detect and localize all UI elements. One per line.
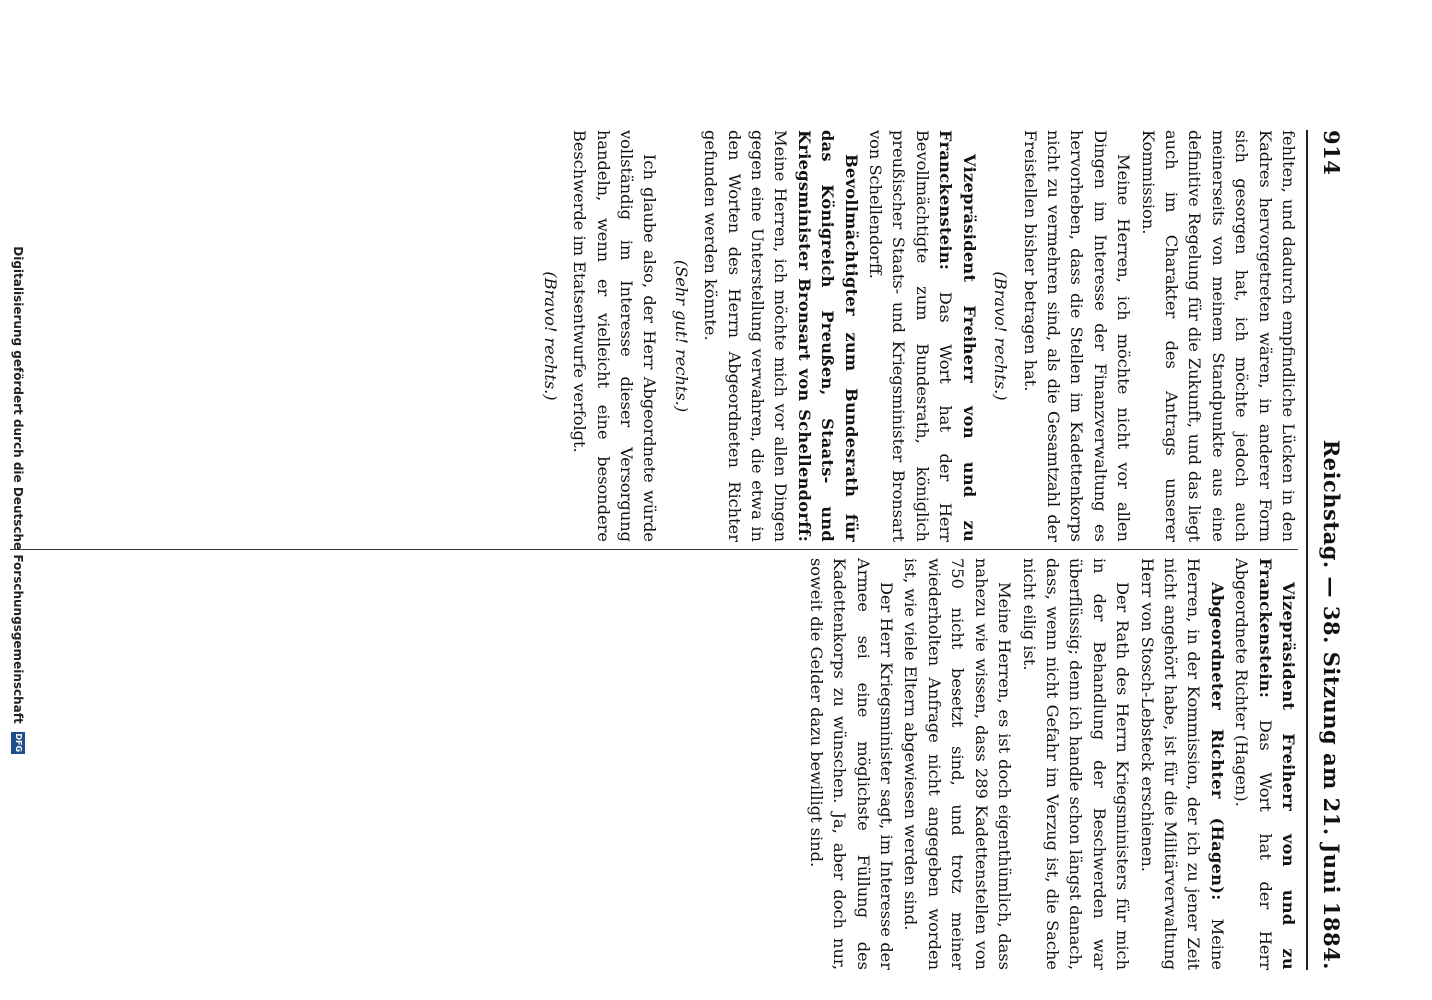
stage-direction: (Sehr gut! rechts.) [671, 259, 691, 413]
paragraph [699, 130, 863, 542]
footer-credit [4, 0, 32, 1000]
paragraph [899, 558, 1016, 970]
speaker-name: Vizepräsident Freiherr von und zu Franckenstein: [1255, 558, 1298, 970]
paragraph [568, 130, 662, 542]
footer-credit-text: Digitalisierung gefördert durch die Deutsche Forschungsgemeinschaft [11, 246, 25, 724]
paragraph-text: Meine Herren, ich möchte nicht vor allen Dingen im Interesse der Finanzverwaltung es hervorheben, dass die Stellen im Kadettenkorps nicht zu vermehren sind, als die Gesamtzahl der Freistellen bisher betragen hat. [1020, 130, 1134, 542]
paragraph [1136, 130, 1300, 542]
header-rule [1306, 130, 1308, 970]
paragraph [1135, 558, 1229, 970]
paragraph [1018, 130, 1135, 542]
paragraph-text: Der Rath des Herrn Kriegsministers für mich in der Behandlung der Beschwerden war überflüssig; denn ich handle schon längst danach, dass, wenn nicht Gefahr im Verzug ist, die Sache nicht eilig ist. [1019, 558, 1133, 970]
speaker-name: Vizepräsident Freiherr von und zu Franckenstein: [936, 130, 979, 542]
paragraph-text: Das Wort hat der Herr Abgeordnete Richter (Hagen). [1232, 558, 1275, 970]
paragraph [1230, 558, 1300, 970]
paragraph-text: Meine Herren, in der Kommission, der ich zu jener Zeit nicht angehört habe, ist für die Militärverwaltung Herr von Stosch-Lebsteck erschienen. [1137, 558, 1227, 970]
session-title: Reichstag. — 38. Sitzung am 21. Juni 1884. [1319, 439, 1344, 970]
text-column-right [10, 558, 1300, 970]
page-number: 914 [1319, 130, 1344, 176]
column-divider [10, 549, 1298, 550]
text-column-left [10, 130, 1300, 542]
paragraph-text: Der Herr Kriegsminister sagt, im Interesse der Armee sei eine möglichste Füllung des Kadettenkorps zu wünschen. Ja, aber doch nur, soweit die Gelder dazu bewilligt sind. [806, 558, 897, 970]
stage-direction: (Bravo! rechts.) [991, 271, 1011, 401]
paragraph [804, 558, 898, 970]
paragraph-text: Das Wort hat der Herr Bevollmächtigte zum Bundesrath, königlich preußischer Staats- und Kriegsminister Bronsart von Schellendorff. [866, 130, 956, 542]
paragraph-text: Meine Herren, ich möchte mich vor allen Dingen gegen eine Unterstellung verwahren, die etwa in den Worten des Herrn Abgeordneten Richter gefunden werden könnte. [701, 130, 791, 542]
paragraph [864, 130, 981, 542]
dfg-logo: DFG [11, 732, 25, 754]
speaker-name: Bevollmächtigter zum Bundesrath für das Königreich Preußen, Staats- und Kriegsminister Bronsart von Schellendorff: [794, 130, 861, 542]
paragraph [1017, 558, 1134, 970]
stage-direction: (Bravo! rechts.) [540, 271, 560, 401]
paragraph-text: Meine Herren, es ist doch eigenthümlich, dass nahezu wie wissen, dass 289 Kadettenstellen von 750 nicht besetzt sind, und trotz meiner wiederholten Anfrage nicht angegeben worden ist, wie viele Eltern abgewiesen werden sind. [901, 558, 1015, 970]
paragraph-text: fehlten, und dadurch empfindliche Lücken in den Kadres hervorgetreten wären, in anderer Form sich gesorgen hat, ich möchte jedoch auch meinerseits von meinem Standpunkte aus eine definitive Regelung für die Zukunft, und das liegt auch im Charakter des Antrags unserer Kommission. [1138, 130, 1298, 542]
speaker-name: Abgeordneter Richter (Hagen): [1207, 582, 1227, 901]
running-header [1310, 130, 1344, 970]
paragraph-text: Ich glaube also, der Herr Abgeordnete würde vollständig im Interesse dieser Versorgung handeln, wenn er vielleicht eine besondere Beschwerde im Etatsentwurfe verfolgt. [570, 130, 660, 542]
